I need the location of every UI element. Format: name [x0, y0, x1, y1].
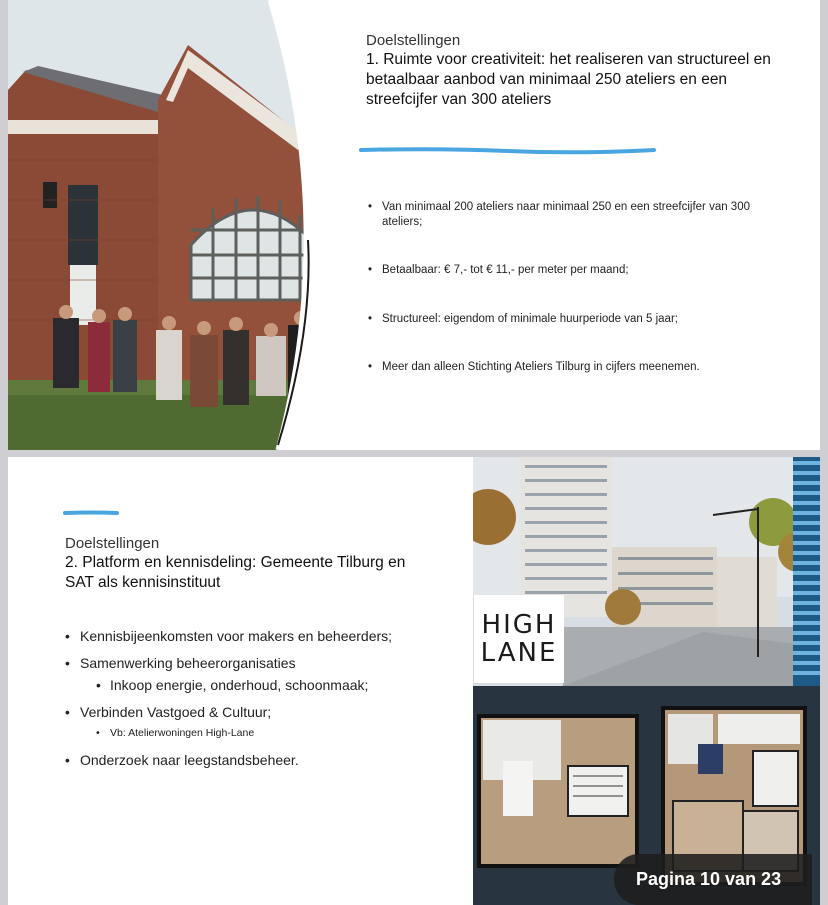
list-item-sub: • Vb: Atelierwoningen High-Lane — [65, 726, 465, 741]
slide2-kicker: Doelstellingen — [65, 535, 160, 552]
list-item: • Structureel: eigendom of minimale huurperiode van 5 jaar; — [366, 312, 786, 327]
slide2-blue-accent — [63, 509, 119, 517]
atelier-building-photo — [8, 0, 328, 450]
page-indicator: Pagina 10 van 23 — [614, 854, 812, 905]
slide1-kicker: Doelstellingen — [366, 32, 461, 49]
slide-doelstelling-1 — [8, 0, 820, 450]
list-item-sub: • Inkoop energie, onderhoud, schoonmaak; — [65, 676, 465, 695]
list-item: • Kennisbijeenkomsten voor makers en beheerders; — [65, 627, 465, 646]
logo-line-1: HIGH — [481, 610, 557, 640]
slide1-heading: 1. Ruimte voor creativiteit: het realiseren van structureel en betaalbaar aanbod van minimaal 250 ateliers en een streefcijfer van 300 ateliers — [366, 51, 771, 108]
logo-line-2: LANE — [480, 638, 558, 668]
slide1-blue-underline — [358, 144, 658, 156]
slide1-title-block — [366, 32, 786, 110]
slide-doelstelling-2 — [8, 457, 820, 905]
list-item: • Meer dan alleen Stichting Ateliers Tilburg in cijfers meenemen. — [366, 360, 786, 375]
slide2-heading: 2. Platform en kennisdeling: Gemeente Tilburg en SAT als kennisinstituut — [65, 554, 406, 591]
list-item: • Samenwerking beheerorganisaties — [65, 654, 465, 673]
list-item: • Onderzoek naar leegstandsbeheer. — [65, 751, 465, 770]
slide1-bullet-list — [366, 200, 786, 375]
list-item: • Van minimaal 200 ateliers naar minimaal 250 en een streefcijfer van 300 ateliers; — [366, 200, 786, 230]
slide2-title-block — [65, 535, 465, 593]
slide2-bullet-list — [65, 627, 465, 770]
list-item: • Betaalbaar: € 7,- tot € 11,- per meter per maand; — [366, 263, 786, 278]
high-lane-logo — [474, 595, 564, 683]
list-item: • Verbinden Vastgoed & Cultuur; — [65, 703, 465, 722]
